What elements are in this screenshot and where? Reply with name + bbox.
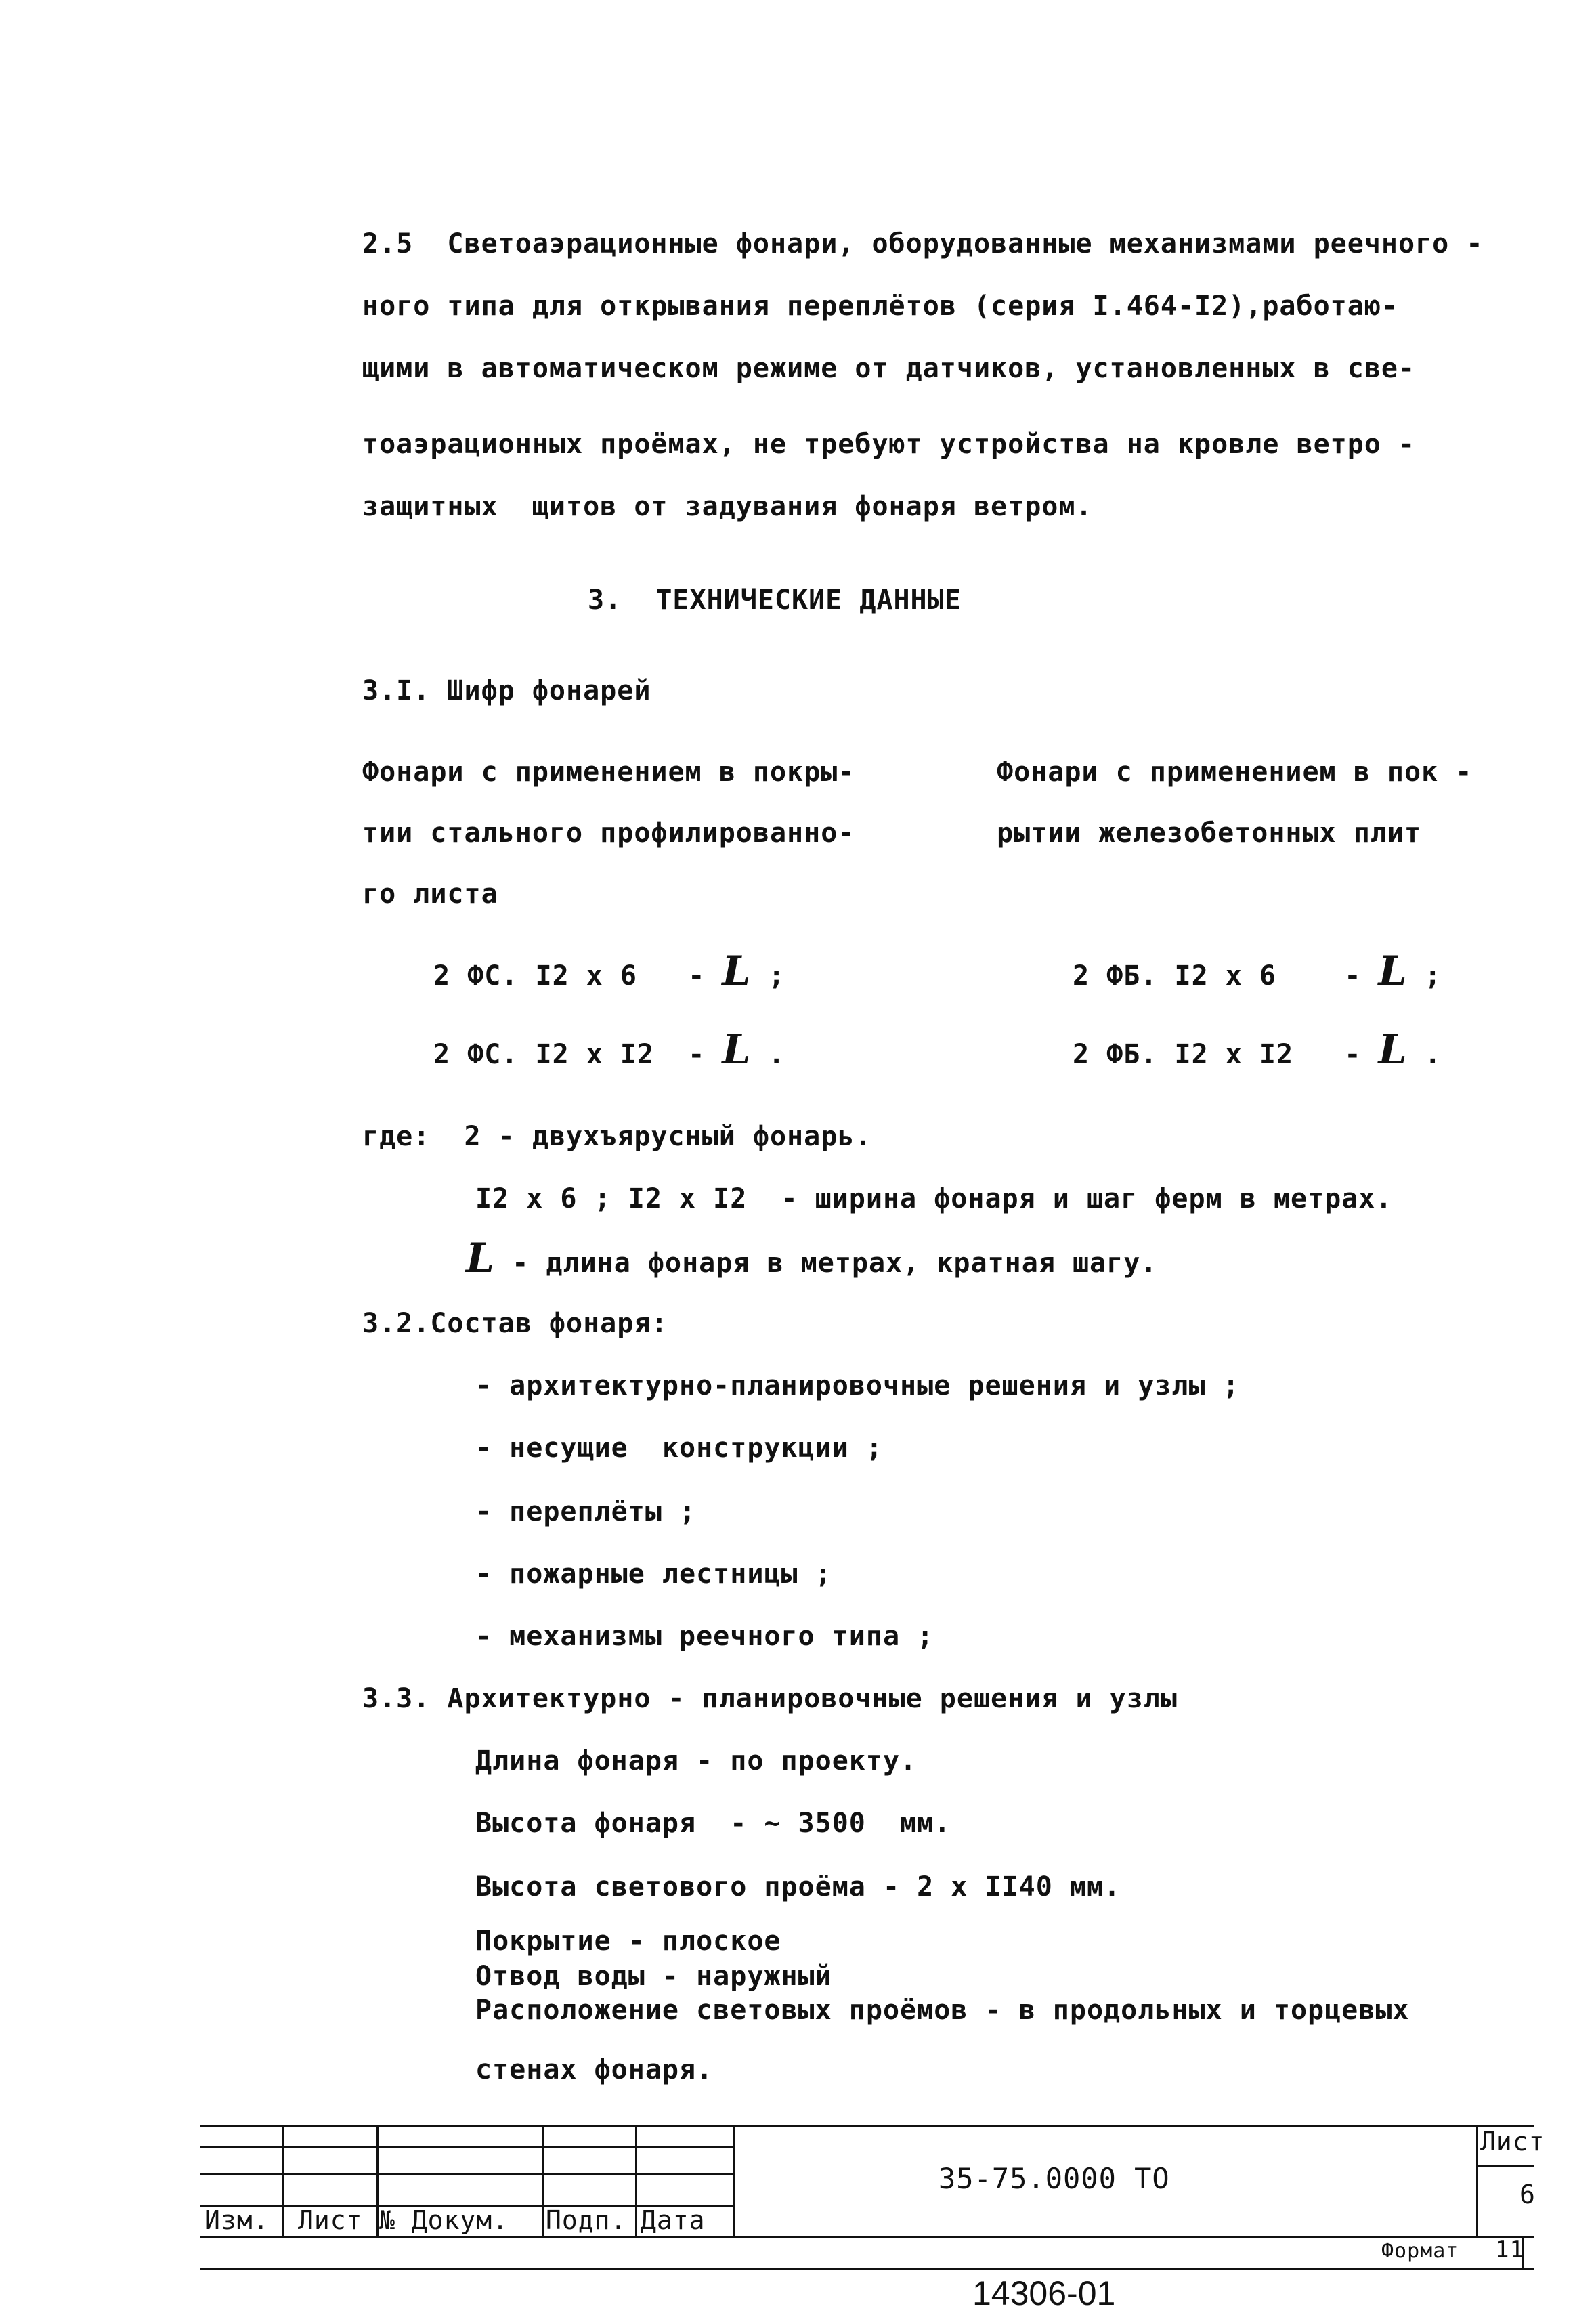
handwritten-l: L xyxy=(722,1026,752,1074)
subsection-3-1-title: 3.I. Шифр фонарей xyxy=(362,675,651,706)
stamp-label-date: Дата xyxy=(641,2205,706,2235)
arch-line: стенах фонаря. xyxy=(475,2054,714,2085)
code-end: . xyxy=(1407,1039,1442,1070)
stamp-label-document: № Докум. xyxy=(379,2205,509,2235)
stamp-divider xyxy=(376,2125,379,2236)
paragraph-2-5-line-1: 2.5 Светоаэрационные фонари, оборудованные механизмами реечного - xyxy=(362,228,1484,259)
where-line-2: I2 x 6 ; I2 x I2 - ширина фонаря и шаг ферм в метрах. xyxy=(475,1183,1393,1214)
composition-item: - механизмы реечного типа ; xyxy=(475,1621,934,1652)
handwritten-l: L xyxy=(722,948,752,995)
stamp-sheet-label: Лист xyxy=(1480,2127,1545,2157)
where-line-3 xyxy=(466,1235,1158,1282)
stamp-divider xyxy=(733,2125,735,2236)
stamp-divider xyxy=(282,2125,284,2236)
stamp-label-change: Изм. xyxy=(204,2205,269,2235)
handwritten-l: L xyxy=(1378,1026,1408,1074)
paragraph-2-5-line-4: тоаэрационных проёмах, не требуют устройства на кровле ветро - xyxy=(362,429,1416,460)
composition-item: - переплёты ; xyxy=(475,1496,697,1527)
code-left-1 xyxy=(433,948,785,995)
section-3-title: 3. ТЕХНИЧЕСКИЕ ДАННЫЕ xyxy=(588,585,962,616)
composition-item: - несущие конструкции ; xyxy=(475,1432,883,1464)
handwritten-l: L xyxy=(466,1235,496,1282)
stamp-format-value: 11 xyxy=(1495,2236,1524,2264)
arch-line: Покрытие - плоское xyxy=(475,1926,781,1957)
subsection-3-2-title: 3.2.Состав фонаря: xyxy=(362,1308,668,1339)
stamp-top-border xyxy=(200,2125,1534,2127)
subsection-3-3-title: 3.3. Архитектурно - планировочные решения и узлы xyxy=(362,1683,1178,1714)
code-right-2 xyxy=(1073,1026,1442,1074)
arch-line: Высота светового проёма - 2 x II40 мм. xyxy=(475,1871,1121,1903)
arch-line: Расположение световых проёмов - в продольных и торцевых xyxy=(475,1995,1410,2026)
code-text: 2 ФС. I2 x I2 - xyxy=(433,1039,706,1070)
stamp-bottom-border xyxy=(200,2236,1534,2238)
stamp-document-code: 35-75.0000 ТО xyxy=(939,2162,1170,2195)
composition-item: - архитектурно-планировочные решения и узлы ; xyxy=(475,1370,1240,1401)
where-line-1: где: 2 - двухъярусный фонарь. xyxy=(362,1121,872,1152)
code-right-1 xyxy=(1073,948,1442,995)
stamp-row-line xyxy=(200,2146,734,2148)
handwritten-l: L xyxy=(1378,948,1408,995)
paragraph-2-5-line-5: защитных щитов от задувания фонаря ветром. xyxy=(362,491,1093,522)
right-column-heading-line-1: Фонари с применением в пок - xyxy=(997,757,1473,788)
code-text: 2 ФБ. I2 x 6 - xyxy=(1073,960,1362,992)
stamp-row-line xyxy=(1476,2165,1534,2167)
arch-line: Высота фонаря - ~ 3500 мм. xyxy=(475,1808,951,1839)
left-column-heading-line-2: тии стального профилированно- xyxy=(362,817,855,849)
code-end: ; xyxy=(751,960,785,992)
left-column-heading-line-1: Фонари с применением в покры- xyxy=(362,757,855,788)
paragraph-2-5-line-2: ного типа для открывания переплётов (серия I.464-I2),работаю- xyxy=(362,291,1399,322)
left-column-heading-line-3: го листа xyxy=(362,878,498,910)
code-left-2 xyxy=(433,1026,785,1074)
paragraph-2-5-line-3: щими в автоматическом режиме от датчиков, установленных в све- xyxy=(362,353,1416,384)
stamp-sheet-number: 6 xyxy=(1519,2180,1536,2209)
composition-item: - пожарные лестницы ; xyxy=(475,1558,832,1590)
stamp-divider xyxy=(542,2125,544,2236)
stamp-row-line xyxy=(200,2173,734,2175)
stamp-divider xyxy=(635,2125,637,2236)
stamp-divider xyxy=(1476,2125,1478,2236)
frame-bottom-line xyxy=(200,2268,1534,2270)
stamp-label-signature: Подп. xyxy=(546,2205,627,2235)
where-line-3-text: - длина фонаря в метрах, кратная шагу. xyxy=(495,1248,1158,1279)
right-column-heading-line-2: рытии железобетонных плит xyxy=(997,817,1422,849)
code-end: . xyxy=(751,1039,785,1070)
stamp-label-sheet: Лист xyxy=(298,2205,363,2235)
stamp-format-label: Формат xyxy=(1381,2239,1459,2263)
code-end: ; xyxy=(1407,960,1442,992)
arch-line: Отвод воды - наружный xyxy=(475,1961,832,1992)
code-text: 2 ФС. I2 x 6 - xyxy=(433,960,706,992)
code-text: 2 ФБ. I2 x I2 - xyxy=(1073,1039,1362,1070)
arch-line: Длина фонаря - по проекту. xyxy=(475,1745,918,1777)
archive-number: 14306-01 xyxy=(972,2274,1116,2312)
